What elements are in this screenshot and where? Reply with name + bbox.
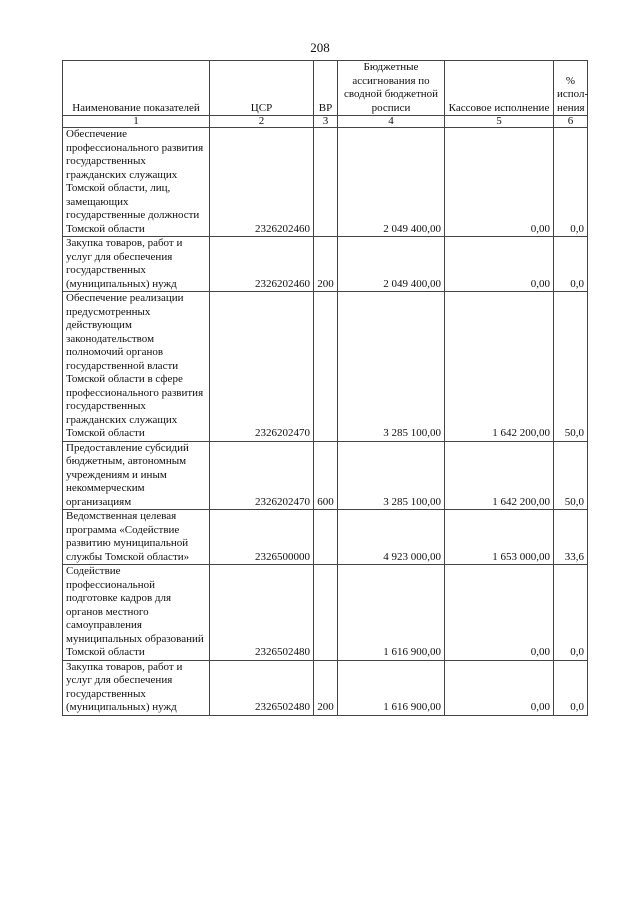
row-percent: 0,0 [554,237,588,292]
row-name: Содействие профессиональной подготовке кадров для органов местного самоуправления муниципальных образований Томской области [63,565,210,661]
row-percent: 50,0 [554,441,588,510]
row-budget: 4 923 000,00 [338,510,445,565]
header-cash: Кассовое исполнение [445,61,554,116]
row-csr: 2326202470 [210,292,314,442]
column-number: 4 [338,116,445,128]
row-name: Предоставление субсидий бюджетным, автономным учреждениям и иным некоммерческим организациям [63,441,210,510]
column-number: 1 [63,116,210,128]
row-csr: 2326502480 [210,660,314,715]
row-cash: 1 653 000,00 [445,510,554,565]
column-number: 6 [554,116,588,128]
column-number-row [63,116,588,128]
row-vr: 200 [314,237,338,292]
table-row [63,292,588,442]
row-name: Обеспечение профессионального развития государственных гражданских служащих Томской области, лиц, замещающих государственные должности Томской области [63,128,210,237]
row-vr [314,292,338,442]
row-vr: 600 [314,441,338,510]
row-percent: 0,0 [554,128,588,237]
row-budget: 3 285 100,00 [338,441,445,510]
row-budget: 1 616 900,00 [338,660,445,715]
table-row [63,441,588,510]
row-budget: 2 049 400,00 [338,128,445,237]
row-name: Закупка товаров, работ и услуг для обеспечения государственных (муниципальных) нужд [63,660,210,715]
row-csr: 2326202460 [210,237,314,292]
row-percent: 33,6 [554,510,588,565]
row-percent: 50,0 [554,292,588,442]
row-vr [314,510,338,565]
row-cash: 1 642 200,00 [445,292,554,442]
header-csr: ЦСР [210,61,314,116]
table-row [63,660,588,715]
row-budget: 3 285 100,00 [338,292,445,442]
header-vr: ВР [314,61,338,116]
row-percent: 0,0 [554,660,588,715]
row-csr: 2326502480 [210,565,314,661]
row-vr [314,565,338,661]
row-csr: 2326202460 [210,128,314,237]
column-number: 5 [445,116,554,128]
row-csr: 2326500000 [210,510,314,565]
column-number: 3 [314,116,338,128]
row-name: Закупка товаров, работ и услуг для обеспечения государственных (муниципальных) нужд [63,237,210,292]
table-row [63,510,588,565]
row-csr: 2326202470 [210,441,314,510]
row-vr [314,128,338,237]
row-budget: 1 616 900,00 [338,565,445,661]
header-name: Наименование показателей [63,61,210,116]
header-percent: % испол- нения [554,61,588,116]
row-cash: 1 642 200,00 [445,441,554,510]
table-row [63,128,588,237]
table-row [63,565,588,661]
row-cash: 0,00 [445,128,554,237]
header-row [63,61,588,116]
row-vr: 200 [314,660,338,715]
row-name: Ведомственная целевая программа «Содействие развитию муниципальной службы Томской области» [63,510,210,565]
column-number: 2 [210,116,314,128]
row-cash: 0,00 [445,565,554,661]
row-name: Обеспечение реализации предусмотренных действующим законодательством полномочий органов государственной власти Томской области в сфере профессионального развития государственных гражданских служащих Томской области [63,292,210,442]
row-cash: 0,00 [445,660,554,715]
budget-execution-table [62,60,588,716]
row-cash: 0,00 [445,237,554,292]
header-budget: Бюджетные ассигнования по сводной бюджетной росписи [338,61,445,116]
page-number: 208 [310,40,330,55]
row-budget: 2 049 400,00 [338,237,445,292]
table-row [63,237,588,292]
row-percent: 0,0 [554,565,588,661]
